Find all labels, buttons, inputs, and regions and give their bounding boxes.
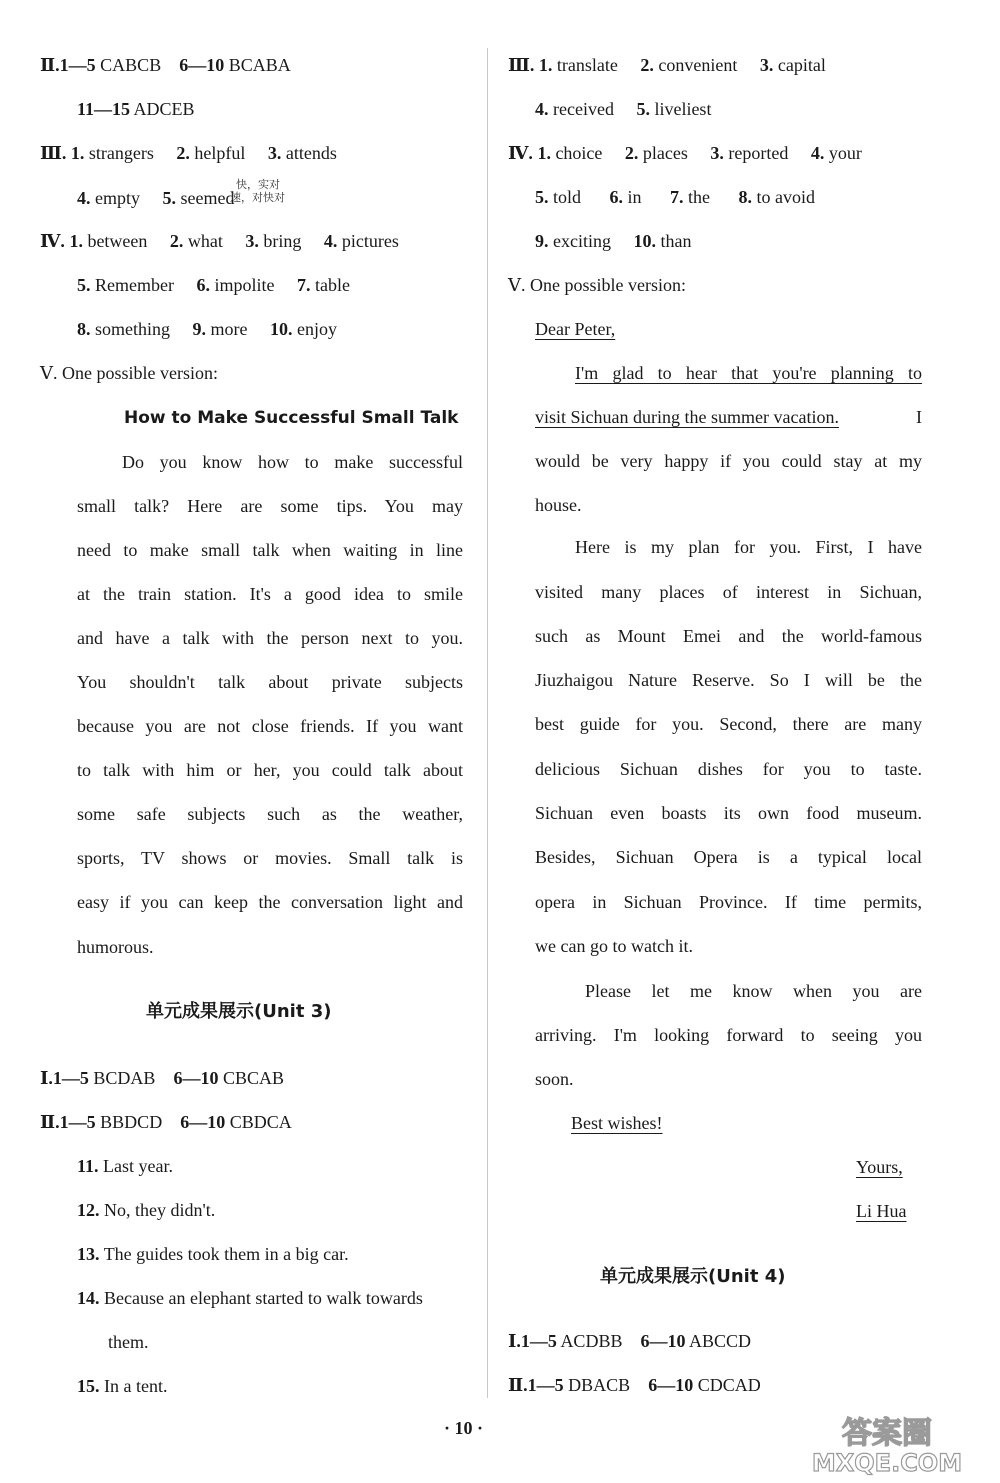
left-s4-row3: 8. something 9. more 10. enjoy — [77, 319, 337, 339]
u3-s2-row: Ⅱ.1—5 BBDCD 6—10 CBDCA — [40, 1112, 292, 1132]
essay-line: some safe subjects such as the weather, — [77, 804, 463, 824]
page-number: · 10 · — [444, 1418, 484, 1438]
essay-line: easy if you can keep the conversation light and — [77, 892, 463, 912]
essay-title: How to Make Successful Small Talk — [124, 408, 459, 428]
right-s4-row3: 9. exciting 10. than — [535, 231, 692, 251]
letter-line: house. — [535, 495, 582, 515]
letter-signature: Li Hua — [856, 1201, 907, 1221]
u3-q13: 13. The guides took them in a big car. — [77, 1244, 349, 1264]
right-s5-intro: Ⅴ. One possible version: — [508, 275, 686, 295]
u4-s1-row: Ⅰ.1—5 ACDBB 6—10 ABCCD — [508, 1331, 751, 1351]
essay-line: to talk with him or her, you could talk about — [77, 760, 463, 780]
letter-line: delicious Sichuan dishes for you to taste. — [535, 759, 922, 779]
letter-line: Here is my plan for you. First, I have — [575, 537, 922, 557]
letter-line: Jiuzhaigou Nature Reserve. So I will be the — [535, 670, 922, 690]
u3-q12: 12. No, they didn't. — [77, 1200, 216, 1220]
letter-line: Please let me know when you are — [585, 981, 922, 1001]
u3-s1-row: Ⅰ.1—5 BCDAB 6—10 CBCAB — [40, 1068, 284, 1088]
letter-line: soon. — [535, 1069, 574, 1089]
watermark-logo — [782, 1411, 992, 1477]
essay-line: You shouldn't talk about private subjects — [77, 672, 463, 692]
left-s2-row2: 11—15 ADCEB — [77, 99, 195, 119]
letter-line: such as Mount Emei and the world-famous — [535, 626, 922, 646]
right-s3-row2: 4. received 5. liveliest — [535, 99, 712, 119]
left-s3-row1: Ⅲ. 1. strangers 2. helpful 3. attends — [40, 143, 337, 163]
letter-line: I'm glad to hear that you're planning to — [575, 363, 922, 383]
column-divider — [487, 48, 488, 1398]
essay-line: small talk? Here are some tips. You may — [77, 496, 463, 516]
unit3-heading: 单元成果展示(Unit 3) — [146, 1001, 332, 1022]
right-s4-row1: Ⅳ. 1. choice 2. places 3. reported 4. your — [508, 143, 862, 163]
letter-signoff: Yours, — [856, 1157, 903, 1177]
u3-q15: 15. In a tent. — [77, 1376, 168, 1396]
right-s4-row2: 5. told 6. in 7. the 8. to avoid — [535, 187, 816, 207]
unit4-heading: 单元成果展示(Unit 4) — [600, 1266, 786, 1287]
letter-line: visit Sichuan during the summer vacation. I — [535, 407, 922, 427]
u4-s2-row: Ⅱ.1—5 DBACB 6—10 CDCAD — [508, 1375, 761, 1395]
essay-line: at the train station. It's a good idea to smile — [77, 584, 463, 604]
letter-line: opera in Sichuan Province. If time permits, — [535, 892, 922, 912]
letter-line: would be very happy if you could stay at my — [535, 451, 922, 471]
right-s3-row1: Ⅲ. 1. translate 2. convenient 3. capital — [508, 55, 826, 75]
stamp-mark-line1: 快，实对 — [236, 179, 280, 191]
letter-line: Besides, Sichuan Opera is a typical local — [535, 847, 922, 867]
left-s2-row1: Ⅱ.1—5 CABCB 6—10 BCABA — [40, 55, 291, 75]
left-s3-row2: 4. empty 5. seemed — [77, 188, 235, 208]
u3-q14-cont: them. — [108, 1332, 149, 1352]
watermark-bottom-text: MXQE.COM — [811, 1449, 963, 1477]
left-s4-row2: 5. Remember 6. impolite 7. table — [77, 275, 350, 295]
essay-line: need to make small talk when waiting in line — [77, 540, 463, 560]
letter-line: Sichuan even boasts its own food museum. — [535, 803, 922, 823]
letter-salutation: Dear Peter, — [535, 319, 616, 339]
essay-line: Do you know how to make successful — [122, 452, 463, 472]
letter-line: visited many places of interest in Sichuan, — [535, 582, 922, 602]
u3-q11: 11. Last year. — [77, 1156, 173, 1176]
letter-closing: Best wishes! — [571, 1113, 663, 1133]
essay-line: and have a talk with the person next to you. — [77, 628, 463, 648]
essay-line: sports, TV shows or movies. Small talk is — [77, 848, 463, 868]
essay-line: humorous. — [77, 937, 154, 957]
letter-line: arriving. I'm looking forward to seeing you — [535, 1025, 922, 1045]
watermark-top-text: 答案圈 — [842, 1416, 932, 1451]
stamp-mark-line2: 速，对快对 — [230, 192, 285, 204]
letter-line: best guide for you. Second, there are many — [535, 714, 922, 734]
left-s4-row1: Ⅳ. 1. between 2. what 3. bring 4. pictures — [40, 231, 399, 251]
left-s5-intro: Ⅴ. One possible version: — [40, 363, 218, 383]
u3-q14: 14. Because an elephant started to walk towards — [77, 1288, 423, 1308]
essay-line: because you are not close friends. If you want — [77, 716, 463, 736]
letter-line: we can go to watch it. — [535, 936, 693, 956]
